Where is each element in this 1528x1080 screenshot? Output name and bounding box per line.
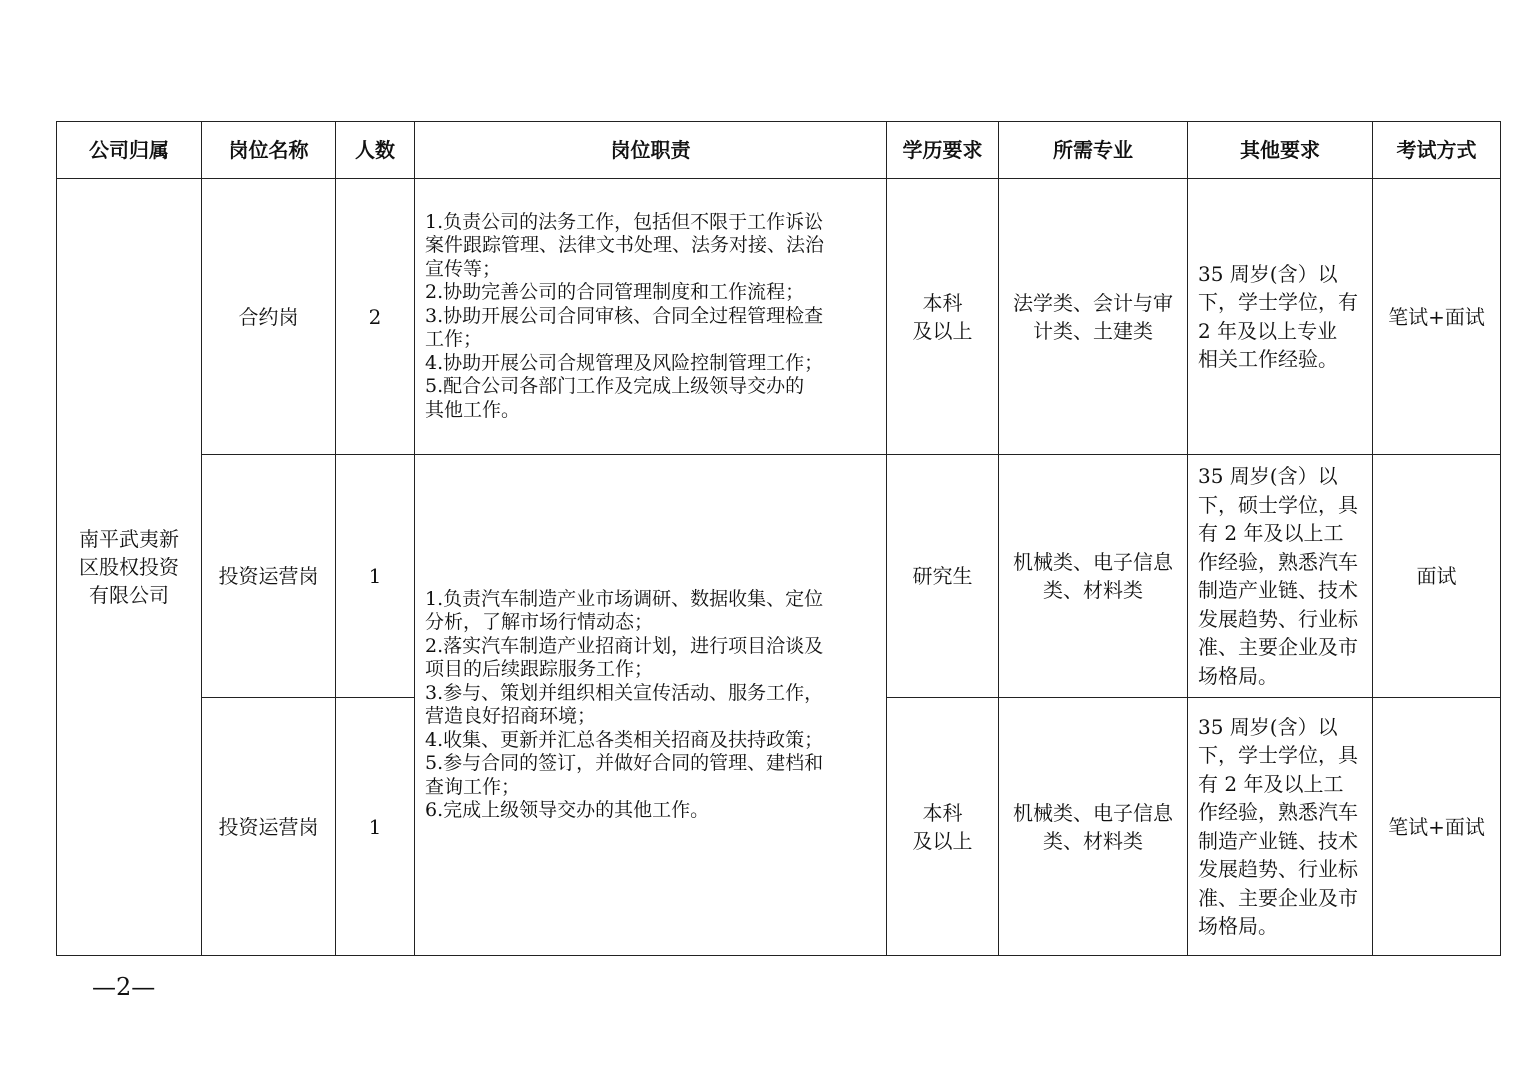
other-line: 准、主要企业及市 — [1198, 635, 1358, 659]
duty-line: 工作； — [425, 328, 483, 351]
other-line: 下，学士学位，具 — [1198, 743, 1358, 767]
duty-line: 宣传等； — [425, 257, 502, 280]
duty-line: 其他工作。 — [425, 398, 521, 421]
major-cell — [999, 698, 1188, 956]
other-line: 场格局。 — [1198, 914, 1278, 938]
duty-line: 3.参与、策划并组织相关宣传活动、服务工作， — [425, 681, 824, 704]
position-cell: 投资运营岗 — [202, 455, 336, 698]
other-line: 35 周岁(含）以 — [1198, 464, 1338, 488]
company-cell — [57, 179, 202, 956]
major-cell — [999, 179, 1188, 455]
duty-line: 案件跟踪管理、法律文书处理、法务对接、法治 — [425, 234, 825, 257]
other-line: 有 2 年及以上工 — [1198, 771, 1344, 796]
header-company: 公司归属 — [57, 122, 202, 179]
other-line: 2 年及以上专业 — [1198, 318, 1338, 343]
other-line: 作经验，熟悉汽车 — [1198, 800, 1358, 824]
header-count: 人数 — [336, 122, 415, 179]
count-cell: 2 — [336, 179, 415, 455]
other-cell — [1188, 179, 1373, 455]
education-line: 研究生 — [912, 564, 973, 588]
education-cell — [887, 698, 999, 956]
duty-line: 营造良好招商环境； — [425, 705, 597, 727]
other-line: 相关工作经验。 — [1198, 347, 1338, 371]
major-line: 计类、土建类 — [1033, 318, 1153, 343]
major-line: 类、材料类 — [1043, 578, 1143, 602]
major-line: 机械类、电子信息 — [1013, 550, 1173, 574]
education-cell — [887, 179, 999, 455]
other-line: 下，学士学位，有 — [1198, 290, 1358, 314]
education-line: 本科 — [922, 290, 963, 315]
count-cell: 1 — [336, 698, 415, 956]
table-row — [57, 455, 1501, 698]
header-other: 其他要求 — [1188, 122, 1373, 179]
header-duties: 岗位职责 — [415, 122, 887, 179]
education-line: 及以上 — [912, 828, 973, 853]
other-line: 下，硕士学位，具 — [1198, 492, 1358, 517]
other-cell — [1188, 455, 1373, 698]
other-line: 作经验，熟悉汽车 — [1198, 549, 1358, 574]
other-line: 准、主要企业及市 — [1198, 885, 1358, 910]
exam-cell: 笔试+面试 — [1373, 698, 1501, 956]
major-line: 类、材料类 — [1043, 828, 1143, 853]
duty-line: 3.协助开展公司合同审核、合同全过程管理检查 — [425, 304, 824, 327]
shared-duties-cell — [415, 455, 887, 956]
other-line: 场格局。 — [1198, 663, 1278, 688]
education-line: 及以上 — [912, 318, 973, 343]
major-cell — [999, 455, 1188, 698]
position-cell: 投资运营岗 — [202, 698, 336, 956]
duty-line: 1.负责公司的法务工作，包括但不限于工作诉讼 — [425, 210, 824, 233]
exam-cell: 面试 — [1373, 455, 1501, 698]
education-line: 本科 — [922, 800, 963, 825]
duty-line: 2.协助完善公司的合同管理制度和工作流程； — [425, 281, 805, 304]
duty-line: 4.协助开展公司合规管理及风险控制管理工作； — [425, 351, 824, 374]
other-cell — [1188, 698, 1373, 956]
duty-line: 6.完成上级领导交办的其他工作。 — [425, 799, 710, 821]
company-line: 南平武夷新 — [79, 527, 179, 551]
other-line: 发展趋势、行业标 — [1198, 606, 1358, 631]
duty-line: 2.落实汽车制造产业招商计划，进行项目洽谈及 — [425, 634, 824, 657]
header-major: 所需专业 — [999, 122, 1188, 179]
duty-line: 查询工作； — [425, 775, 521, 798]
recruitment-table — [56, 121, 1501, 956]
other-line: 35 周岁(含）以 — [1198, 261, 1338, 286]
duty-line: 5.参与合同的签订，并做好合同的管理、建档和 — [425, 752, 824, 774]
major-line: 法学类、会计与审 — [1013, 290, 1173, 315]
other-line: 35 周岁(含）以 — [1198, 714, 1338, 739]
header-position: 岗位名称 — [202, 122, 336, 179]
education-cell — [887, 455, 999, 698]
duty-line: 4.收集、更新并汇总各类相关招商及扶持政策； — [425, 728, 824, 751]
duty-line: 1.负责汽车制造产业市场调研、数据收集、定位 — [425, 587, 824, 610]
page-number: —2— — [92, 973, 156, 1001]
other-line: 有 2 年及以上工 — [1198, 521, 1344, 545]
duty-line: 项目的后续跟踪服务工作； — [425, 658, 654, 680]
duties-cell — [415, 179, 887, 455]
major-line: 机械类、电子信息 — [1013, 800, 1173, 825]
position-cell: 合约岗 — [202, 179, 336, 455]
company-line: 有限公司 — [89, 583, 169, 607]
company-line: 区股权投资 — [79, 555, 179, 579]
exam-cell: 笔试+面试 — [1373, 179, 1501, 455]
table-row — [57, 179, 1501, 455]
other-line: 制造产业链、技术 — [1198, 578, 1358, 602]
other-line: 发展趋势、行业标 — [1198, 857, 1358, 881]
header-exam: 考试方式 — [1373, 122, 1501, 179]
duty-line: 5.配合公司各部门工作及完成上级领导交办的 — [425, 375, 805, 398]
duty-line: 分析，了解市场行情动态； — [425, 611, 654, 633]
other-line: 制造产业链、技术 — [1198, 828, 1358, 853]
header-row — [57, 122, 1501, 179]
header-education: 学历要求 — [887, 122, 999, 179]
count-cell: 1 — [336, 455, 415, 698]
